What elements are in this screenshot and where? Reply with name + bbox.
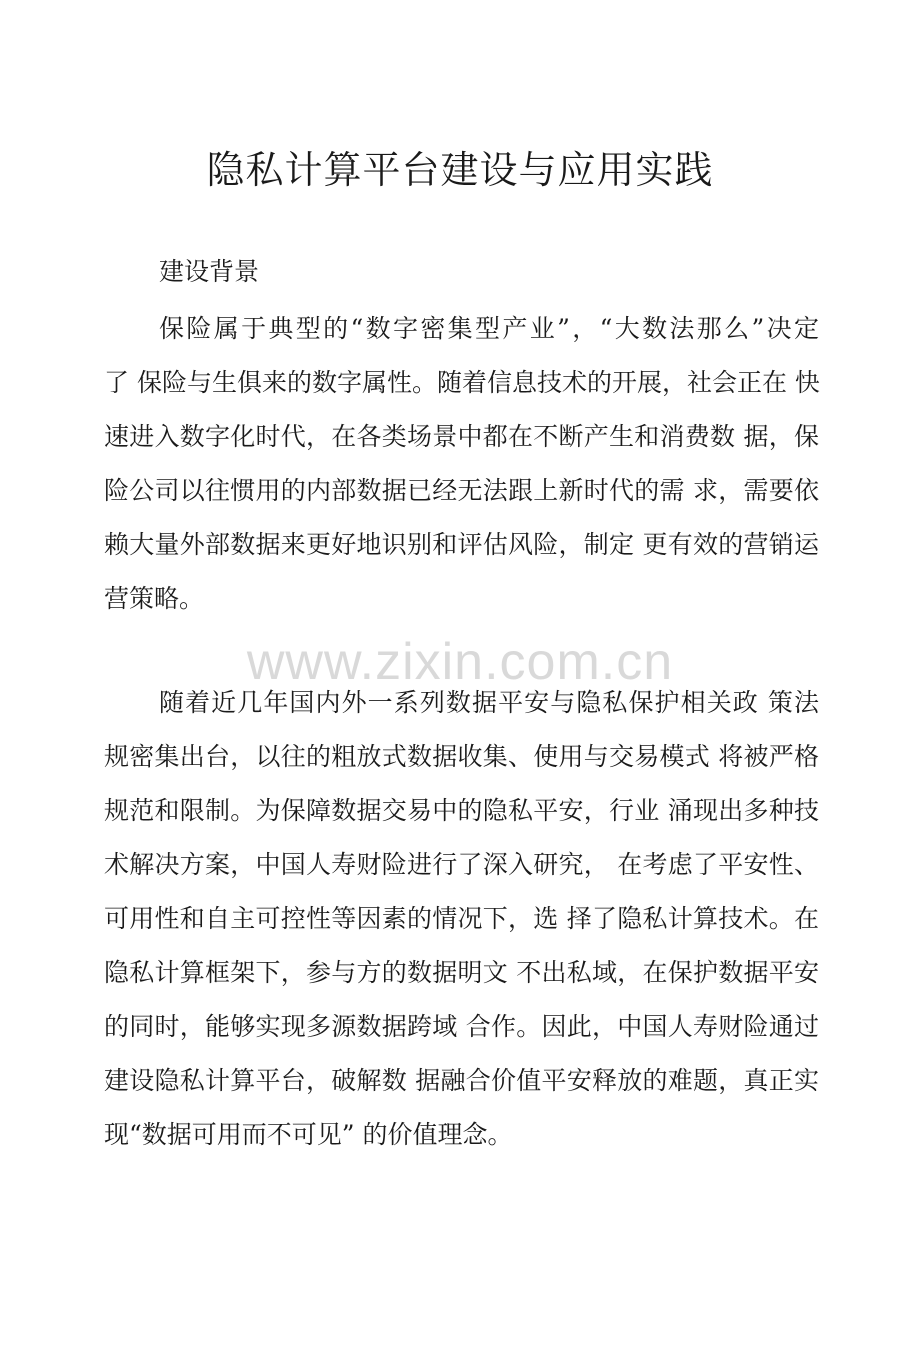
paragraph-2 — [104, 676, 819, 1162]
paragraph-line: 险公司以往惯用的内部数据已经无法跟上新时代的需 求，需要依 — [104, 476, 819, 505]
paragraph-line: 速进入数字化时代，在各类场景中都在不断产生和消费数 据，保 — [104, 422, 819, 451]
paragraph-1 — [104, 302, 819, 626]
paragraph-line: 的同时，能够实现多源数据跨域 合作。因此，中国人寿财险通过 — [104, 1012, 819, 1041]
paragraph-line: 术解决方案，中国人寿财险进行了深入研究， 在考虑了平安性、 — [104, 850, 819, 879]
paragraph-line: 规密集出台，以往的粗放式数据收集、使用与交易模式 将被严格 — [104, 742, 819, 771]
section-heading: 建设背景 — [159, 257, 260, 286]
paragraph-line: 赖大量外部数据来更好地识别和评估风险，制定 更有效的营销运 — [104, 530, 819, 559]
watermark-text: www.zixin.com.cn — [246, 633, 674, 691]
paragraph-line: 建设隐私计算平台，破解数 据融合价值平安释放的难题，真正实 — [104, 1066, 819, 1095]
paragraph-line: 现“数据可用而不可见” 的价值理念。 — [104, 1120, 513, 1149]
paragraph-line: 隐私计算框架下，参与方的数据明文 不出私域，在保护数据平安 — [104, 958, 819, 987]
paragraph-line: 营策略。 — [104, 584, 205, 613]
paragraph-line: 可用性和自主可控性等因素的情况下，选 择了隐私计算技术。在 — [104, 904, 819, 933]
paragraph-line: 规范和限制。为保障数据交易中的隐私平安，行业 涌现出多种技 — [104, 796, 819, 825]
document-title: 隐私计算平台建设与应用实践 — [206, 148, 714, 192]
paragraph-line: 了 保险与生俱来的数字属性。随着信息技术的开展，社会正在 快 — [104, 368, 820, 397]
paragraph-line: 保险属于典型的“数字密集型产业”，“大数法那么”决定 — [159, 314, 819, 343]
paragraph-line: 随着近几年国内外一系列数据平安与隐私保护相关政 策法 — [159, 688, 819, 717]
